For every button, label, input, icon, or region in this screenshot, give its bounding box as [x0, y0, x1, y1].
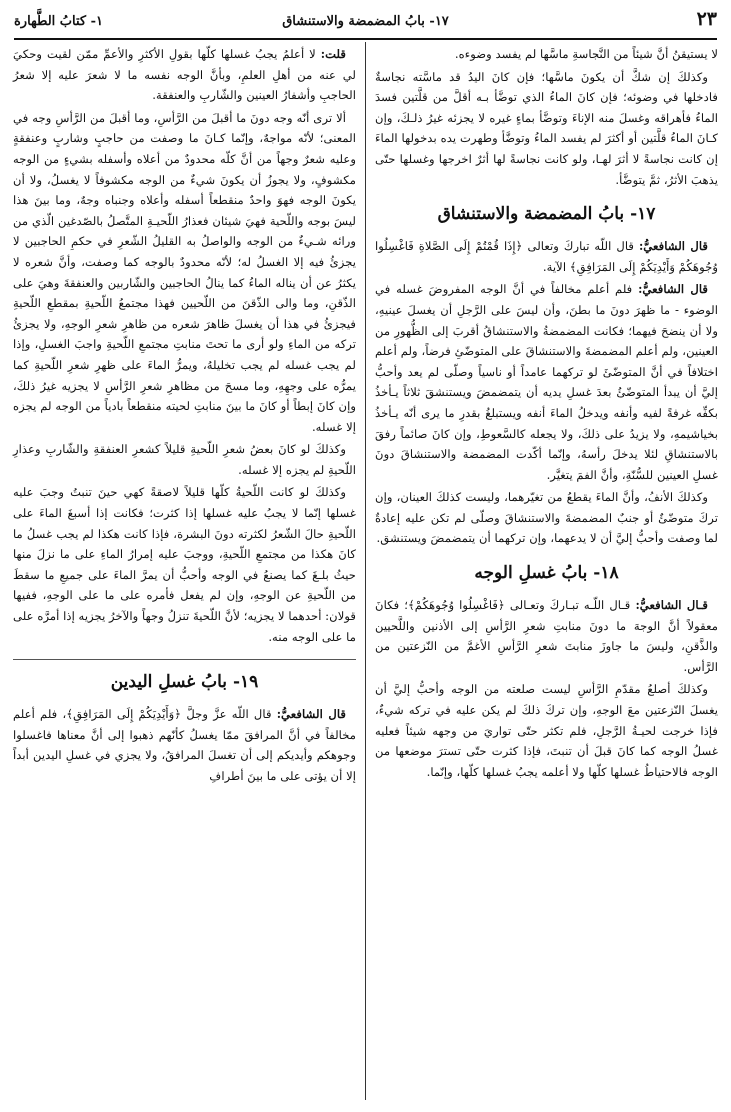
paragraph: وكذلكَ أصلعُ مقدّمِ الرَّأسِ ليست صلعته من الوجه وأحبُّ إليَّ أن يغسلَ النّزعتين معَ الوجهِ، وإن تركَ ذلكَ لم يكن عليه في تركه شيءٌ، فإذا خرجت لحيـةُ الرَّجلِ، فلم تكثر حتّى تواريَ من وجهه شيئاً فعليه غسلُ الوجه كما كانَ قبلَ أن تنبتَ، فإذا كثرت حتّى تسترَ موضعها من الوجه فالاحتياطُ غسلها كلّها ولا أعلمه يجبُ غسلها كلّها، وإنّما. [375, 682, 718, 779]
paragraph [375, 279, 718, 485]
speaker-label: قال الشافعيُّ: [276, 707, 346, 722]
speaker-label: قلت: [320, 47, 346, 61]
speaker-label: قـال الشافعيُّ: [635, 598, 708, 613]
paragraph [13, 704, 356, 786]
paragraph: لا يستيقنُ أنَّ شيئاً من النَّجاسةِ ماسَّها لم يفسد وضوءه. [454, 47, 718, 61]
right-column [375, 44, 718, 784]
speaker-label: قال الشافعيُّ: [638, 239, 708, 254]
paragraph-text: قـال اللّـه تبـاركَ وتعـالى ﴿فَاغْسِلُوا وُجُوهَكُمْ﴾؛ فكانَ معقولاً أنَّ الوجهَ ما دونَ منابتِ شعرِ الرَّأسِ إلى الأذنين واللَّحيين والذَّقنِ، وليسَ ما جاوزَ منابتَ شعرِ الرَّأسِ الأغمَّ من النّزعتين من الرَّأس. [375, 598, 718, 674]
paragraph: وكذلكَ إن شكَّ أن يكونَ ماسَّها؛ فإن كانَ اليدُ قد ماسَّته نجاسةٌ فادخلها في وضوئه؛ فإن كانَ الماءُ الذي توضَّأ بـه أقلَّ من قلَّتين فسدَ الماءُ فأهراقه وغسلَ منه الإناءَ وتوضَّأ بماءٍ غيره لا يجزئه غيرُ ذلـكَ، وإن كـانَ الماءُ قلَّتين أو أكثرَ لم يفسد الماءُ وتوضَّأ وطهرت يده بدخولها الماءَ إن كانت نجاسةً لا أثرَ لهـا، ولو كانت نجاسةً لها أثرٌ اخرجها وغسلها حتّى يذهبَ الأثرُ، ثمَّ يتوضَّأ. [375, 69, 718, 187]
running-chapter-title: ١٧- بابُ المضمضة والاستنشاق [282, 14, 449, 29]
paragraph-text: فلم أعلم مخالفاً في أنَّ الوجه المفروضَ غسله في الوضوء - ما ظهرَ دونَ ما بطنَ، وأن ليسَ على الرَّجلِ أن يغسلَ عينيهِ، ولا أن ينضحَ فيهما؛ فكانت المضمضةُ والاستنشاقُ أقربَ إلى الظُّهورِ من العينين، ولم أعلم المضمضةَ والاستنشاقَ على المتوضّئِ فرضاً، ولم أعلم اختلافاً في أنَّ المتوضّئَ لو تركهما عامداً أو ناسياً وصلّى لم يعد وأحبُّ إليَّ أن يبدأ المتوضّئُ بعدَ غسلِ يديه أن يتمضمضَ ويستنشقَ ثلاثاً يـأخذُ بكفِّه غرفةً لفيه وأنفه ويدخلُ الماءَ أنفه ويستبلغُ بقدرِ ما يرى أنّه يـأخذُ بخياشيمهِ، ولا يزيدُ على ذلكَ، ولا يجعله كالسَّعوطِ، وإن كانَ صائماً رفقَ بالاستنشاقِ لئلا يدخلَ رأسهُ، وإنّما أكّدت المضمضة والاستنشاقَ دونَ غسلِ العينين للسُّنّةِ، وأنَّ الفمَ يتغيَّر. [375, 282, 718, 482]
column-divider [365, 42, 366, 1100]
paragraph-text: لا أعلمُ يجبُ غسلها كلّها بقولِ الأكثرِ والأعمِّ ممّن لقيت وحكيَ لي عنه من أهلِ العلمِ، وبأنَّ الوجه نفسه ما لا شعرَ عليه إلا شعرُ الحاجبِ وأشفارُ العينين والشّاربِ والعنفقة. [13, 47, 356, 103]
paragraph: وكذلكَ لو كانَ بعضُ شعرِ اللّحيةِ قليلاً كشعرِ العنفقةِ والشّاربِ وعذارِ اللّحيةِ لم يجزه إلا غسله. [13, 442, 356, 477]
paragraph: وكذلكَ لو كانت اللّحيةُ كلّها قليلاً لاصقةً كهي حينَ تنبتُ وجبَ عليه غسلها إنّما لا يجبُ عليه غسلها إذا كثرت؛ فكانت إذا أسبغَ الماءَ على اللّحيةِ حالَ الشّعرُ لكثرته دونَ البشرة، فإذا كانت هكذا لم يجب غسلُ ما كانَ هكذا من مجتمعِ اللّحيةِ، ووجبَ عليه إمرارُ الماءِ على ما نزلَ منها حيثُ بلـغَ كما يصنعُ في الوجه وأحبُّ أن يمرَّ الماءَ على جميعِ ما سقطَ من اللّحيةِ عن الوجهِ، وإن لم يفعل فأمره على ما على الوجهِ، ففيها قولان: أحدهما لا يجزيه؛ لأنَّ اللّحيةَ تنزلُ وجهاً والآخرُ يجزيه إذا أمرَّه على ما على الوجه منه. [13, 485, 356, 644]
section-heading: ١٨- بابُ غسلِ الوجه [474, 563, 619, 584]
section-heading: ١٧- بابُ المضمضة والاستنشاق [437, 204, 656, 225]
page-number: ٢٣ [696, 8, 717, 30]
left-column [13, 44, 356, 789]
page-header [14, 8, 717, 36]
header-rule [14, 38, 717, 40]
paragraph-text: قال اللّه تباركَ وتعالى ﴿إِذَا قُمْتُمْ إِلَى الصَّلاةِ فَاغْسِلُوا وُجُوهَكُمْ وَأَيْدِيَكُمْ إِلَى المَرَافِقِ﴾ الآية. [375, 239, 718, 274]
paragraph [375, 595, 718, 677]
paragraph [13, 44, 356, 106]
paragraph: ألا ترى أنّه وجه دونَ ما أقبلَ من الرَّأسِ، وما أقبلَ من الرَّأسِ وجه في المعنى؛ لأنّه مواجهٌ، وإنّما كـانَ ما وصفت من حاجبٍ وشاربٍ وعنفقةٍ وعليه شعرٌ وجهاً من أنَّ كلّه محدودٌ من أعلاه وأسفله بشيءٍ من الوجه مكشوفٍ، ولا يجوزُ أن يكونَ شيءٌ من الوجه مكشوفاً لا يغسلُ، ولا أن يكونَ الوجه فهوَ واحدٌ منقطعاً أسفله وأعلاه وجنباه وجهٌ، وما بينَ هذا ليسَ بوجه واللّحية فهيَ شيئان فعذارُ اللّحيـةِ المتَّصلُ بالصّدغين الّذي من ورائه شـيءٌ من الوجه والواصلُ به القليلُ الشّعرِ في حكمِ الحاجبين لا يجزئُ فيه إلا الغسلُ له؛ لأنّه محدودٌ بالوجه كما وصفت، وأنَّ شعره لا يكثرُ عن أن يناله الماءُ كما ينالُ الحاجبين والشّاربين والعنفقةَ وهيَ على الذّقنِ، وما والى الذّقنَ من اللّحيين فهذا مجتمعُ اللّحيةِ بمقطعِ اللّحيةِ فيجزئُ في هذا أن يغسلَ ظاهرَ شعره من ظاهرِ شعرِ الوجهِ، ولا يجزئُ تركه من الماءِ ولو أرى ما تحتَ منابتِ مجتمعِ اللّحيةِ واجبَ الغسلِ، وإذا لم يجب غسله لم يجب تخليلهُ، ويمرُّ الماءَ على ظهرِ شعرِ اللّحيةِ كما يمرُّه على وجهِهِ، وما مسحَ من مظاهرِ شعرِ الرَّأسِ لا يجزيه غيرُ ذلكَ، وإن كانَ إبطاً أو كانَ ما بينَ منابتِ لحيته منقطعاً بادياً من الوجه لم يجزه إلا غسله. [13, 110, 356, 434]
speaker-label: قال الشافعيُّ: [638, 282, 708, 297]
section-heading: ١٩- بابُ غسلِ اليدين [13, 659, 356, 694]
paragraph [375, 236, 718, 277]
paragraph: وكذلكَ الأنفُ، وأنَّ الماءَ يقطعُ من تغيّرهما، وليست كذلكَ العينان، وإن تركَ متوضّئٌ أو جنبٌ المضمضةَ والاستنشاقَ وصلّى لم تكن عليه إعادةٌ لما وصفت وأحبُّ إليَّ أن لا يدعهما، وإن تركهما أن يتمضمضَ ويستنشق. [375, 490, 718, 546]
paragraph-text: قال اللّه عزَّ وجلَّ ﴿وَأَيْدِيَكُمْ إِلَى المَرَافِقِ﴾، فلم أعلم مخالفاً في أنَّ المرافقَ ممّا يغسلُ كأنّهم ذهبوا إلى أنَّ معناها فاغسلوا وجوهكم وأيديكم إلى أن تغسلَ المرافقُ، ولا يجزي في غسلِ اليدين أبداً إلا أن يؤتى على ما بينَ أطرافِ [13, 707, 356, 783]
running-book-title: ١- كتابُ الطَّهارة [14, 14, 104, 29]
